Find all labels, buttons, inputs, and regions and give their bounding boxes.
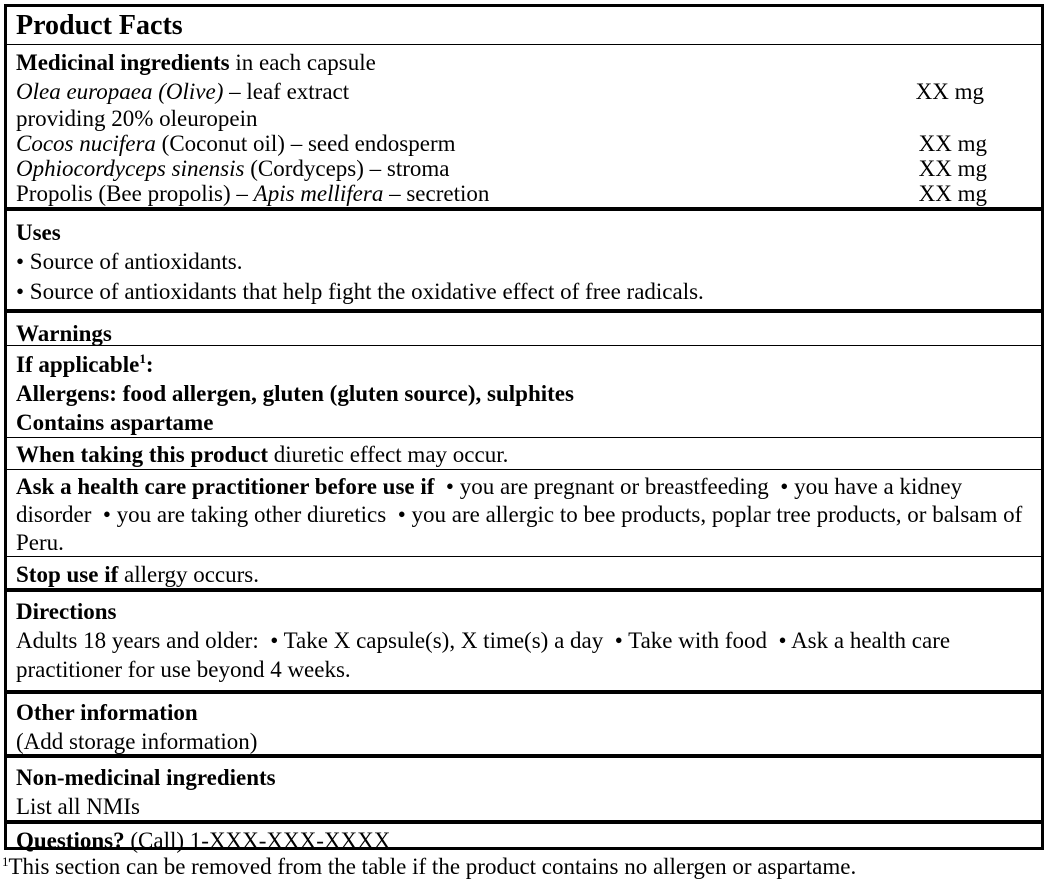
medicinal-ingredients-section [7,44,1041,210]
ingredient-amount: XX mg [915,79,984,104]
other-information-text: (Add storage information) [16,729,258,754]
ingredient-prefix: Propolis (Bee propolis) – [16,181,254,206]
directions-text: Adults 18 years and older: • Take X capsule(s), X time(s) a day • Take with food • Ask a health care practitioner for use beyond 4 weeks. [16,628,951,682]
non-medicinal-heading: Non-medicinal ingredients [16,765,276,790]
when-taking-line [16,440,1041,469]
uses-section [7,207,1041,309]
non-medicinal-text: List all NMIs [16,794,140,819]
ask-practitioner-subsection [7,469,1041,557]
ingredient-part: – seed endosperm [284,131,456,156]
uses-heading: Uses [16,220,61,245]
stop-use-line [16,560,1041,589]
stop-use-bold: Stop use if [16,562,119,587]
warnings-section [7,309,1041,347]
ingredient-part: – stroma [363,156,450,181]
ask-practitioner-rest: • you are pregnant or breastfeeding • you have a kidney disorder • you are taking other diuretics • you are allergic to bee products, poplar tree products, or balsam of Peru. [16,474,1023,555]
footnote-text: This section can be removed from the table if the product contains no allergen or aspartame. [8,854,857,879]
questions-section [7,820,1041,853]
ingredient-row-cordyceps [16,156,1041,181]
if-applicable-colon: : [145,352,154,377]
directions-heading: Directions [16,599,117,624]
ingredient-amount: XX mg [918,131,987,156]
ingredient-latin: Ophiocordyceps sinensis [16,156,245,181]
medicinal-heading [16,48,1041,77]
footnote-marker: 1 [2,854,9,869]
when-taking-bold: When taking this product [16,442,269,467]
ingredient-row-olive [16,77,1041,106]
ingredient-latin: Olea europaea (Olive) [16,79,224,104]
warnings-heading: Warnings [16,321,112,346]
ingredient-common: (Cordyceps) [244,156,364,181]
non-medicinal-section [7,754,1041,821]
ingredient-part: – leaf extract [223,79,350,104]
stop-use-rest: allergy occurs. [118,562,259,587]
medicinal-heading-bold: Medicinal ingredients [16,50,230,75]
ingredient-latin: Cocos nucifera [16,131,156,156]
medicinal-heading-rest: in each capsule [229,50,376,75]
uses-item: • Source of antioxidants that help fight the oxidative effect of free radicals. [16,279,704,304]
other-information-heading: Other information [16,700,198,725]
when-taking-rest: diuretic effect may occur. [268,442,509,467]
stop-use-subsection [7,556,1041,590]
product-facts-panel [4,4,1044,853]
allergens-line: Allergens: food allergen, gluten (gluten source), sulphites [16,381,574,406]
if-applicable-label: If applicable [16,352,140,377]
panel-title: Product Facts [16,10,183,41]
ingredient-row-propolis [16,181,1041,206]
questions-phone: (Call) 1-XXX-XXX-XXXX [124,828,391,853]
ingredient-note-olive [16,106,1041,131]
if-applicable-line [16,350,1041,379]
questions-bold: Questions? [16,828,125,853]
footnote-mark: 1 [139,351,146,366]
ingredient-amount: XX mg [918,181,987,206]
other-information-section [7,690,1041,755]
when-taking-subsection [7,437,1041,470]
ingredient-latin: Apis mellifera [253,181,384,206]
uses-item: • Source of antioxidants. [16,249,243,274]
ingredient-common: (Coconut oil) [155,131,285,156]
ask-practitioner-text [16,473,1041,557]
aspartame-line: Contains aspartame [16,410,214,435]
title-section [7,9,1041,45]
questions-line [16,828,1041,853]
ingredient-row-coconut [16,131,1041,156]
allergen-subsection [7,345,1041,438]
ingredient-amount: XX mg [918,156,987,181]
footnote [2,853,856,880]
ingredient-part: – secretion [383,181,490,206]
directions-section [7,588,1041,691]
ask-practitioner-bold: Ask a health care practitioner before use if [16,474,435,499]
ingredient-note: providing 20% oleuropein [16,106,258,131]
